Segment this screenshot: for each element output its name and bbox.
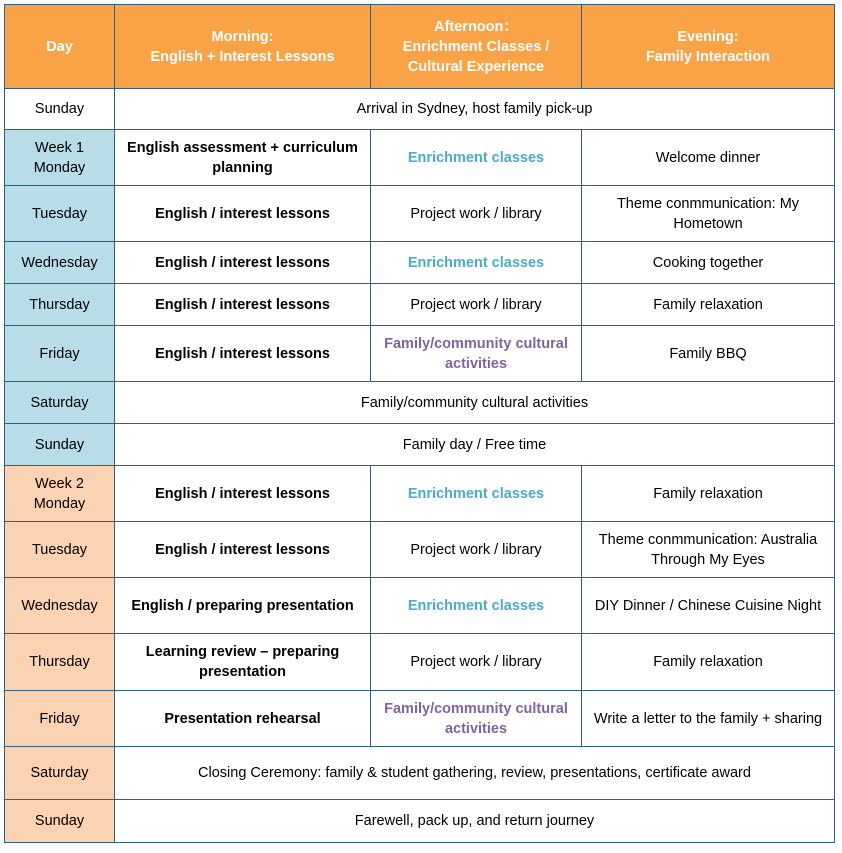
afternoon-cell: Family/community cultural activities: [371, 691, 582, 747]
table-row: [5, 89, 835, 130]
evening-cell: Family relaxation: [582, 284, 835, 326]
evening-cell: Theme conmmunication: Australia Through My Eyes: [582, 522, 835, 578]
table-row: [5, 522, 835, 578]
morning-cell: Presentation rehearsal: [115, 691, 371, 747]
table-row: [5, 186, 835, 242]
table-row: [5, 747, 835, 800]
day-cell: Friday: [5, 326, 115, 382]
afternoon-cell: Project work / library: [371, 522, 582, 578]
afternoon-cell: Project work / library: [371, 186, 582, 242]
day-cell: Tuesday: [5, 522, 115, 578]
evening-cell: Write a letter to the family + sharing: [582, 691, 835, 747]
table-row: [5, 242, 835, 284]
day-cell: Sunday: [5, 89, 115, 130]
table-row: [5, 691, 835, 747]
day-label: Monday: [33, 159, 86, 176]
afternoon-cell: Enrichment classes: [371, 242, 582, 284]
full-day-activity: Family/community cultural activities: [115, 382, 835, 424]
table-row: [5, 130, 835, 186]
header-morning-title: Morning:: [211, 28, 274, 45]
table-row: [5, 424, 835, 466]
evening-cell: Family BBQ: [582, 326, 835, 382]
day-cell: Thursday: [5, 284, 115, 326]
full-day-activity: Closing Ceremony: family & student gathering, review, presentations, certificate award: [115, 747, 835, 800]
afternoon-cell: Enrichment classes: [371, 578, 582, 634]
header-morning-subtitle: English + Interest Lessons: [150, 48, 335, 65]
schedule-table: [4, 4, 835, 843]
header-evening-subtitle: Family Interaction: [645, 48, 771, 65]
day-cell: Sunday: [5, 800, 115, 843]
evening-cell: Cooking together: [582, 242, 835, 284]
afternoon-cell: Enrichment classes: [371, 130, 582, 186]
week-label: Week 1: [35, 139, 84, 156]
header-afternoon: [371, 5, 582, 89]
full-day-activity: Farewell, pack up, and return journey: [115, 800, 835, 843]
evening-cell: Family relaxation: [582, 466, 835, 522]
day-cell: [5, 130, 115, 186]
morning-cell: English / interest lessons: [115, 242, 371, 284]
morning-cell: English / interest lessons: [115, 284, 371, 326]
day-cell: Saturday: [5, 382, 115, 424]
header-day: Day: [5, 5, 115, 89]
evening-cell: Family relaxation: [582, 634, 835, 691]
day-cell: Wednesday: [5, 578, 115, 634]
table-row: [5, 382, 835, 424]
full-day-activity: Family day / Free time: [115, 424, 835, 466]
header-evening-title: Evening:: [677, 28, 739, 45]
evening-cell: Theme conmmunication: My Hometown: [582, 186, 835, 242]
day-cell: Wednesday: [5, 242, 115, 284]
day-cell: Saturday: [5, 747, 115, 800]
table-row: [5, 466, 835, 522]
full-day-activity: Arrival in Sydney, host family pick-up: [115, 89, 835, 130]
header-row: [5, 5, 835, 89]
day-cell: Sunday: [5, 424, 115, 466]
morning-cell: English / interest lessons: [115, 326, 371, 382]
afternoon-cell: Project work / library: [371, 634, 582, 691]
day-cell: Friday: [5, 691, 115, 747]
afternoon-cell: Family/community cultural activities: [371, 326, 582, 382]
morning-cell: English / interest lessons: [115, 522, 371, 578]
morning-cell: English / preparing presentation: [115, 578, 371, 634]
table-row: [5, 800, 835, 843]
table-row: [5, 284, 835, 326]
table-row: [5, 578, 835, 634]
morning-cell: English assessment + curriculum planning: [115, 130, 371, 186]
day-cell: Tuesday: [5, 186, 115, 242]
morning-cell: English / interest lessons: [115, 186, 371, 242]
week-label: Week 2: [35, 475, 84, 492]
header-afternoon-subtitle: Enrichment Classes / Cultural Experience: [402, 38, 550, 75]
day-label: Monday: [33, 495, 86, 512]
evening-cell: DIY Dinner / Chinese Cuisine Night: [582, 578, 835, 634]
table-row: [5, 326, 835, 382]
afternoon-cell: Enrichment classes: [371, 466, 582, 522]
evening-cell: Welcome dinner: [582, 130, 835, 186]
morning-cell: Learning review – preparing presentation: [115, 634, 371, 691]
afternoon-cell: Project work / library: [371, 284, 582, 326]
day-cell: Thursday: [5, 634, 115, 691]
header-morning: [115, 5, 371, 89]
header-afternoon-title: Afternoon：: [434, 18, 518, 35]
day-cell: [5, 466, 115, 522]
morning-cell: English / interest lessons: [115, 466, 371, 522]
table-row: [5, 634, 835, 691]
header-evening: [582, 5, 835, 89]
